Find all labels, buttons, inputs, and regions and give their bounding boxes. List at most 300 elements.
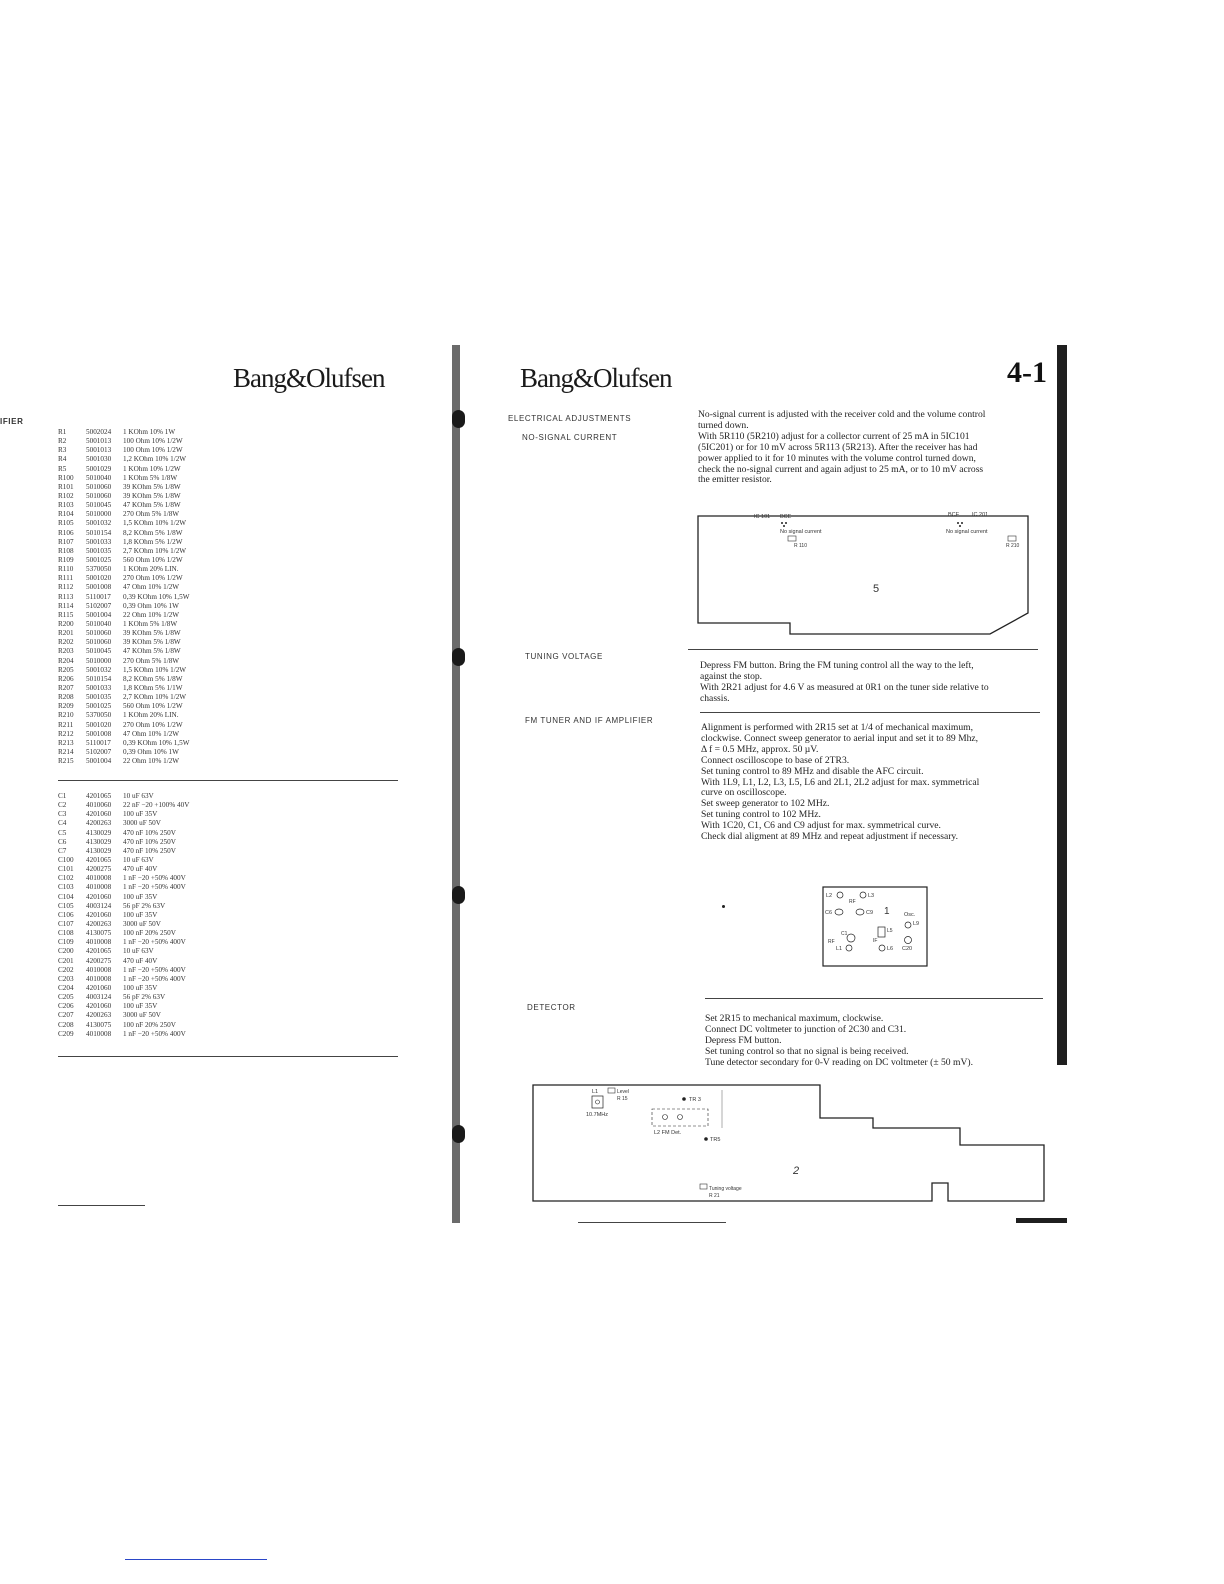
part-value: 1 KOhm 10% 1/2W [123,464,181,473]
ic101-label: IC 101 [754,514,771,520]
part-ref: R209 [58,702,74,711]
board-1-number: 1 [884,906,890,917]
part-code: 4010008 [86,1029,112,1038]
binding-hole [452,1125,465,1143]
part-ref: R112 [58,583,74,592]
part-code: 4130075 [86,929,112,938]
part-ref: R211 [58,720,74,729]
part-code: 5001033 [86,537,112,546]
parts-row [58,730,189,739]
l3-core-icon [860,892,866,898]
board-1-diagram [820,885,932,969]
r110-label: R 110 [794,543,807,549]
part-value: 10 uF 63V [123,947,154,956]
parts-row [58,721,189,730]
parts-row [58,810,189,819]
part-code: 5001013 [86,437,112,446]
parts-row [58,1002,189,1011]
part-value: 100 uF 35V [123,892,158,901]
l6-core-icon [879,945,885,951]
part-ref: C2 [58,801,67,810]
part-ref: R5 [58,464,67,473]
part-ref: C109 [58,938,74,947]
binding-hole [452,410,465,428]
section-divider [688,649,1038,650]
heading-electrical-adjustments: ELECTRICAL ADJUSTMENTS [508,414,632,423]
l2-fm-det-label: L2 FM Det. [654,1130,682,1136]
footer-link-rule [125,1559,267,1560]
l5-label: L5 [887,928,893,934]
part-code: 4010008 [86,974,112,983]
part-code: 4200263 [86,819,112,828]
part-ref: R213 [58,738,74,747]
parts-row [58,792,189,801]
part-value: 100 Ohm 10% 1/2W [123,437,183,446]
part-value: 100 uF 35V [123,1002,158,1011]
l2-fm-det-coil-icon [652,1109,708,1126]
part-code: 4010008 [86,965,112,974]
if-label: IF [873,938,878,944]
part-ref: R208 [58,693,74,702]
part-value: 10 uF 63V [123,792,154,800]
part-value: 1,8 KOhm 5% 1/2W [123,537,183,546]
part-code: 4201065 [86,855,112,864]
parts-row [58,556,189,565]
part-code: 5010045 [86,647,112,656]
part-code: 5010154 [86,674,112,683]
part-code: 5001035 [86,693,112,702]
parts-row [58,574,189,583]
r15-label: R 15 [617,1096,628,1102]
part-ref: C4 [58,819,67,828]
part-value: 560 Ohm 10% 1/2W [123,555,183,564]
part-value: 39 KOhm 5% 1/8W [123,482,181,491]
parts-row [58,492,189,501]
part-ref: R1 [58,428,67,436]
part-value: 1 nF −20 +50% 400V [123,938,186,947]
part-value: 100 uF 35V [123,983,158,992]
parts-row [58,993,189,1002]
part-value: 56 pF 2% 63V [123,993,166,1002]
part-value: 1 nF −20 +50% 400V [123,874,186,883]
part-value: 1 nF −20 +50% 400V [123,1029,186,1038]
c6-trimmer-icon [835,909,843,915]
bce-right-label: BCE [948,512,960,518]
part-value: 0,39 KOhm 10% 1,5W [123,592,190,601]
l9-label: L9 [913,921,920,927]
part-ref: R207 [58,683,74,692]
part-code: 5010060 [86,638,112,647]
bce-left-label: BCE [780,514,792,520]
part-ref: C1 [58,792,67,800]
part-code: 4010060 [86,801,112,810]
part-value: 270 Ohm 10% 1/2W [123,574,183,583]
part-value: 100 Ohm 10% 1/2W [123,446,183,455]
parts-row [58,966,189,975]
c9-trimmer-icon [856,909,864,915]
part-code: 4130029 [86,828,112,837]
part-value: 3000 uF 50V [123,1011,161,1020]
part-ref: C108 [58,929,74,938]
part-ref: C209 [58,1029,74,1038]
rf-label: RF [828,939,835,945]
part-value: 39 KOhm 5% 1/8W [123,629,181,638]
parts-row [58,847,189,856]
part-ref: C106 [58,910,74,919]
board-5-diagram [690,508,1040,640]
part-ref: R110 [58,565,74,574]
c6-label: C6 [825,910,833,916]
part-code: 5010000 [86,510,112,519]
heading-detector: DETECTOR [527,1003,576,1012]
parts-row [58,874,189,883]
parts-row [58,957,189,966]
stray-mark [722,905,725,908]
parts-row [58,856,189,865]
part-code: 5110017 [86,738,111,747]
part-ref: C107 [58,919,74,928]
parts-row [58,711,189,720]
part-ref: R102 [58,491,74,500]
l1-coil-icon [592,1096,603,1108]
part-code: 4010008 [86,874,112,883]
part-ref: C200 [58,947,74,956]
r21-label: R 21 [709,1193,720,1199]
no-signal-current-text: No-signal current is adjusted with the receiver cold and the volume control turned down. With 5R110 (5R210) adjust for a collector current of 25 mA in 5IC101 (5IC201) or for 10 mV across 5R113 (5R213). After the receiver has had power applied to it for 10 minutes with the volume control turned down, check the no-signal current and again adjust to 25 mA, or to 10 mV across the emitter resistor. [698,409,986,486]
r21-trimmer-icon [700,1184,707,1189]
part-value: 8,2 KOhm 5% 1/8W [123,674,183,683]
part-ref: R215 [58,757,74,766]
part-ref: C207 [58,1011,74,1020]
part-value: 270 Ohm 5% 1/8W [123,656,180,665]
part-code: 4201060 [86,810,112,819]
part-code: 5102007 [86,601,112,610]
part-value: 47 Ohm 10% 1/2W [123,583,180,592]
part-value: 0,39 KOhm 10% 1,5W [123,738,190,747]
part-code: 4130029 [86,846,112,855]
parts-row [58,666,189,675]
parts-row [58,1021,189,1030]
parts-row [58,1030,189,1039]
parts-row [58,629,189,638]
part-code: 4003124 [86,901,112,910]
parts-row [58,547,189,556]
parts-row [58,1011,189,1020]
c1-label: C1 [841,931,848,937]
parts-row [58,538,189,547]
part-code: 5001029 [86,464,112,473]
part-ref: C102 [58,874,74,883]
tuning-voltage-text: Depress FM button. Bring the FM tuning control all the way to the left, against the stop. With 2R21 adjust for 4.6 V as measured at 0R1 on the tuner side relative to chassis. [700,660,989,704]
part-value: 47 Ohm 10% 1/2W [123,729,180,738]
parts-row [58,428,189,437]
page-number: 4-1 [1007,356,1047,389]
part-ref: C206 [58,1002,74,1011]
part-ref: C100 [58,855,74,864]
parts-row [58,529,189,538]
part-ref: R204 [58,656,74,665]
r15-trimmer-icon [608,1088,615,1093]
part-value: 1 nF −20 +50% 400V [123,965,186,974]
parts-row [58,984,189,993]
parts-row [58,911,189,920]
part-code: 5010040 [86,619,112,628]
parts-row [58,602,189,611]
parts-row [58,565,189,574]
page-edge-bar [1057,345,1067,1065]
binding-hole [452,886,465,904]
right-page-brand-logo: Bang&Olufsen [520,363,672,393]
part-code: 5010045 [86,501,112,510]
part-ref: R115 [58,610,74,619]
part-code: 5002024 [86,428,112,436]
heading-fm-tuner: FM TUNER AND IF AMPLIFIER [525,716,654,725]
part-ref: R212 [58,729,74,738]
part-ref: R202 [58,638,74,647]
part-ref: R109 [58,555,74,564]
part-code: 5010060 [86,629,112,638]
parts-row [58,819,189,828]
part-value: 100 nF 20% 250V [123,1020,176,1029]
part-ref: R210 [58,711,74,720]
left-page-brand-logo: Bang&Olufsen [233,363,385,393]
parts-row [58,902,189,911]
l3-label: L3 [868,893,875,899]
parts-row [58,519,189,528]
part-code: 5010154 [86,528,112,537]
part-code: 4201060 [86,1002,112,1011]
part-code: 5001032 [86,519,112,528]
part-code: 5001013 [86,446,112,455]
part-code: 5001035 [86,546,112,555]
ic201-label: IC 201 [972,512,989,518]
board-5-number: 5 [873,583,880,595]
parts-row [58,437,189,446]
part-value: 8,2 KOhm 5% 1/8W [123,528,183,537]
c20-label: C20 [902,946,913,952]
parts-row [58,611,189,620]
part-value: 100 uF 35V [123,910,158,919]
parts-row [58,657,189,666]
part-ref: R3 [58,446,67,455]
no-signal-right-label: No signal current [946,529,988,535]
parts-row [58,947,189,956]
part-code: 5370050 [86,711,112,720]
part-code: 4130029 [86,837,112,846]
part-ref: R106 [58,528,74,537]
part-value: 1 KOhm 20% LIN. [123,711,179,720]
l6-label: L6 [887,946,894,952]
part-code: 4200263 [86,919,112,928]
part-value: 1 nF −20 +50% 400V [123,883,186,892]
part-ref: R214 [58,747,74,756]
part-code: 5010000 [86,656,112,665]
part-ref: R100 [58,473,74,482]
part-value: 1 KOhm 10% 1W [123,428,176,436]
part-value: 470 nF 10% 250V [123,837,176,846]
parts-row [58,465,189,474]
part-ref: R101 [58,482,74,491]
osc-label: Osc. [904,912,916,918]
capacitor-parts-list [58,792,189,1039]
part-ref: C104 [58,892,74,901]
part-value: 22 Ohm 10% 1/2W [123,757,180,766]
resistor-parts-list [58,428,189,766]
part-ref: C202 [58,965,74,974]
part-value: 1,2 KOhm 10% 1/2W [123,455,187,464]
part-code: 4200275 [86,956,112,965]
board-2-diagram [528,1080,1048,1208]
part-value: 1 nF −20 +50% 400V [123,974,186,983]
parts-row [58,938,189,947]
part-ref: R104 [58,510,74,519]
parts-row [58,929,189,938]
part-code: 4201065 [86,792,112,800]
no-signal-left-label: No signal current [780,529,822,535]
part-code: 4201060 [86,910,112,919]
part-value: 100 uF 35V [123,810,158,819]
part-ref: R201 [58,629,74,638]
part-value: 270 Ohm 5% 1/8W [123,510,180,519]
left-page-section-fragment: IFIER [0,417,24,426]
part-ref: C203 [58,974,74,983]
parts-row [58,483,189,492]
part-value: 0,39 Ohm 10% 1W [123,601,179,610]
part-value: 470 nF 10% 250V [123,846,176,855]
c9-label: C9 [866,910,874,916]
c1-trimmer-icon [847,934,855,942]
part-code: 5010060 [86,491,112,500]
part-ref: C3 [58,810,67,819]
part-code: 4201065 [86,947,112,956]
parts-row [58,684,189,693]
page-edge-mark [1016,1218,1067,1223]
l5-coil-icon [878,927,885,937]
rf-top-label: RF [849,899,856,905]
parts-row [58,975,189,984]
part-value: 470 nF 10% 250V [123,828,176,837]
parts-row [58,675,189,684]
binding-spine [452,345,460,1223]
part-ref: C101 [58,865,74,874]
part-value: 2,7 KOhm 10% 1/2W [123,546,187,555]
parts-row [58,647,189,656]
part-ref: R4 [58,455,67,464]
parts-bottom-divider [58,1056,398,1057]
part-value: 22 Ohm 10% 1/2W [123,610,180,619]
part-code: 5001020 [86,574,112,583]
part-value: 470 uF 40V [123,865,158,874]
part-code: 5001008 [86,583,112,592]
part-ref: R2 [58,437,67,446]
tr5-label: TR5 [710,1137,721,1143]
parts-row [58,801,189,810]
part-code: 5010040 [86,473,112,482]
part-value: 56 pF 2% 63V [123,901,166,910]
part-value: 560 Ohm 10% 1/2W [123,702,183,711]
l2-core-icon [837,892,843,898]
l9-core-icon [905,922,911,928]
footer-rule [578,1222,726,1223]
section-divider [700,712,1040,713]
parts-divider [58,780,398,781]
part-code: 5001008 [86,729,112,738]
part-code: 4200275 [86,865,112,874]
part-value: 3000 uF 50V [123,819,161,828]
part-ref: C7 [58,846,67,855]
part-value: 47 KOhm 5% 1/8W [123,501,181,510]
heading-tuning-voltage: TUNING VOLTAGE [525,652,603,661]
part-code: 4003124 [86,993,112,1002]
part-ref: C105 [58,901,74,910]
level-label: Level [617,1089,629,1095]
parts-row [58,593,189,602]
parts-row [58,702,189,711]
part-value: 2,7 KOhm 10% 1/2W [123,693,187,702]
part-ref: R108 [58,546,74,555]
parts-row [58,920,189,929]
parts-row [58,638,189,647]
part-value: 39 KOhm 5% 1/8W [123,638,181,647]
parts-row [58,757,189,766]
part-ref: C208 [58,1020,74,1029]
part-ref: R105 [58,519,74,528]
part-value: 270 Ohm 10% 1/2W [123,720,183,729]
part-value: 100 nF 20% 250V [123,929,176,938]
part-code: 5001032 [86,665,112,674]
parts-row [58,446,189,455]
part-ref: C6 [58,837,67,846]
part-code: 4010008 [86,883,112,892]
parts-row [58,455,189,464]
part-code: 5102007 [86,747,112,756]
part-code: 5010060 [86,482,112,491]
r210-trimmer-icon [1008,536,1016,541]
part-ref: R200 [58,619,74,628]
parts-row [58,739,189,748]
heading-no-signal-current: NO-SIGNAL CURRENT [522,433,618,442]
r110-trimmer-icon [788,536,796,541]
part-ref: C205 [58,993,74,1002]
part-ref: R111 [58,574,74,583]
footer-rule [58,1205,145,1206]
part-value: 470 uF 40V [123,956,158,965]
part-ref: C204 [58,983,74,992]
parts-row [58,893,189,902]
part-code: 5001025 [86,702,112,711]
parts-row [58,883,189,892]
part-value: 1,5 KOhm 10% 1/2W [123,665,187,674]
tuning-voltage-diagram-label: Tuning voltage [709,1186,742,1192]
part-value: 0,39 Ohm 10% 1W [123,747,179,756]
part-code: 4201060 [86,892,112,901]
part-ref: R103 [58,501,74,510]
part-ref: C201 [58,956,74,965]
part-code: 5110017 [86,592,111,601]
part-ref: R107 [58,537,74,546]
section-divider [705,998,1043,999]
board-2-number: 2 [793,1165,800,1177]
part-code: 5001033 [86,683,112,692]
part-ref: C5 [58,828,67,837]
part-value: 10 uF 63V [123,855,154,864]
part-code: 5001004 [86,610,112,619]
part-code: 5001030 [86,455,112,464]
part-code: 5370050 [86,565,112,574]
parts-row [58,693,189,702]
tr3-dot-icon [682,1097,686,1101]
freq-label: 10.7MHz [586,1112,609,1118]
